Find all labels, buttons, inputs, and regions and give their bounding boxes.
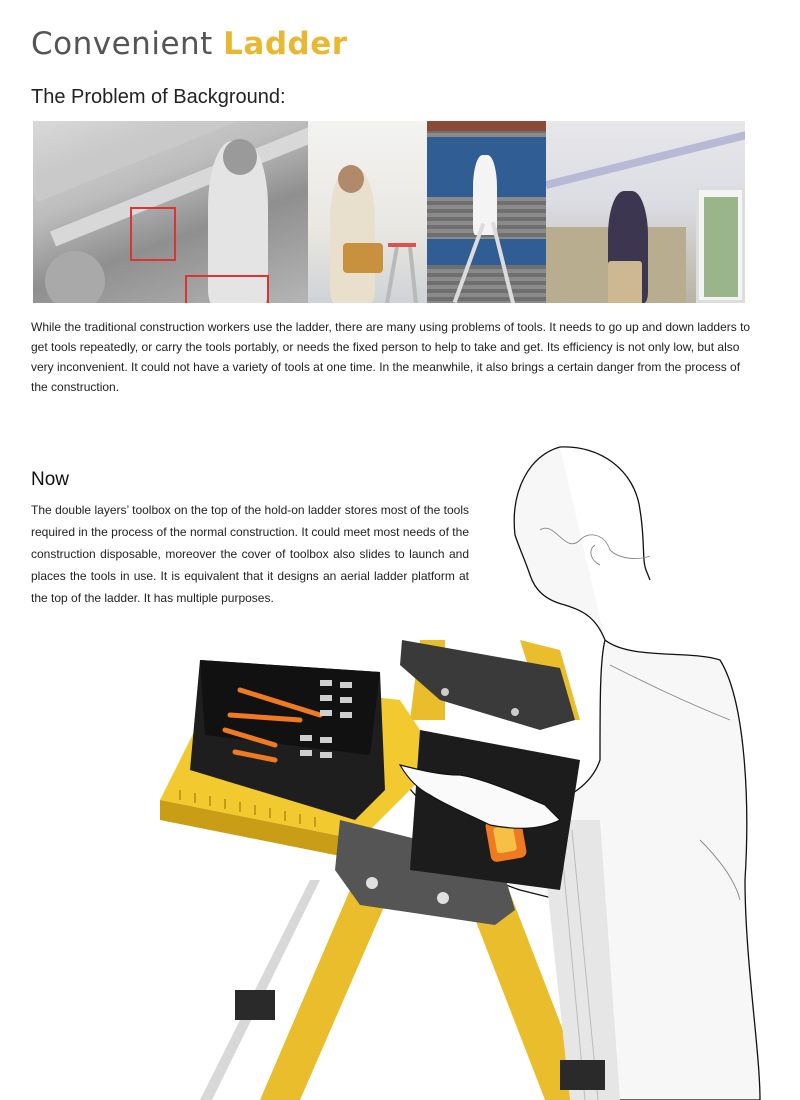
highlight-box-tool	[130, 207, 176, 261]
photo-worker-reaching-for-tool	[33, 121, 308, 303]
photo-strip	[33, 121, 745, 303]
problem-description: While the traditional construction workers use the ladder, there are many using problems of tools. It needs to go up and down ladders to get tools repeatedly, or carry the tools portably, or needs the fixed person to help to take and get. Its efficiency is not only low, but also very inconvenient. It could not have a variety of tools at one time. In the meanwhile, it also brings a certain danger from the process of the construction.	[31, 320, 751, 394]
product-illustration	[0, 420, 800, 1100]
section-heading-problem: The Problem of Background:	[31, 86, 286, 108]
title-accent: Ladder	[223, 26, 348, 62]
photo-worker-on-stepladder-ceiling	[308, 121, 427, 303]
title-main: Convenient	[31, 26, 213, 62]
photo-painter-on-ladder-shutter	[427, 121, 546, 303]
photo-worker-drilling-ceiling	[546, 121, 745, 303]
now-description: The double layers’ toolbox on the top of the hold-on ladder stores most of the tools required in the process of the normal construction. It could meet most needs of the construction disposable, moreover the cover of toolbox also slides to launch and places the tools in use. It is equivalent that it designs an aerial ladder platform at the top of the ladder. It has multiple purposes.	[31, 503, 469, 605]
highlight-box-belt	[185, 275, 269, 303]
page-title	[31, 26, 348, 62]
section-heading-now: Now	[31, 469, 70, 490]
